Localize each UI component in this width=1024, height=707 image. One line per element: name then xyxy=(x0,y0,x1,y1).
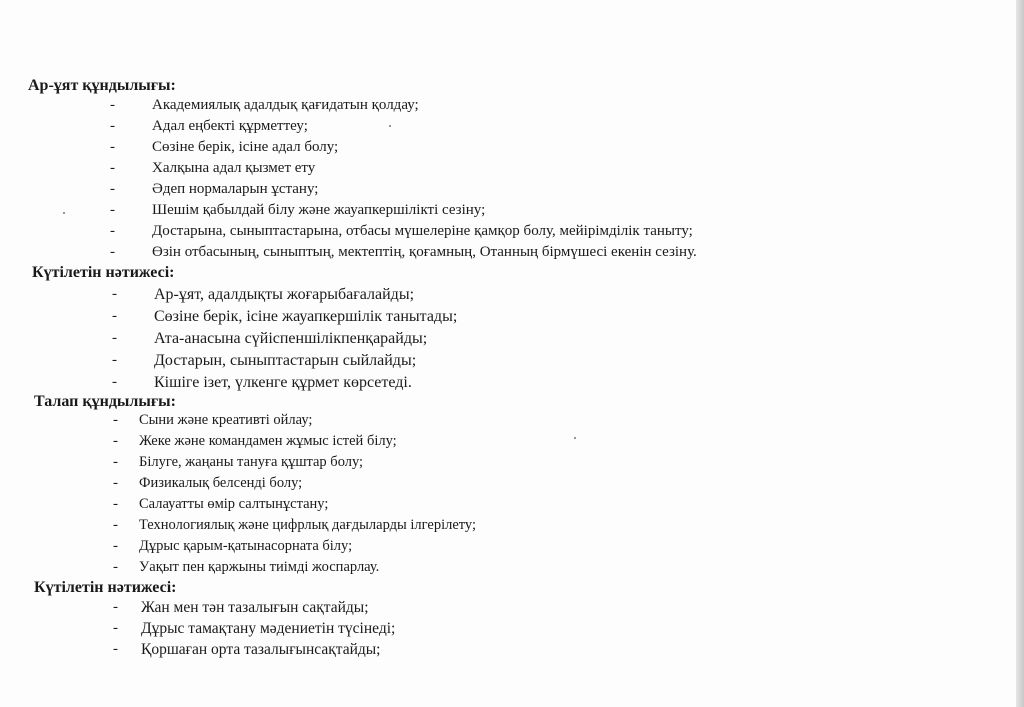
scan-speck xyxy=(63,212,65,214)
bullet-dash: - xyxy=(110,223,115,239)
bullet-dash: - xyxy=(112,352,117,368)
section-heading-ar-uyat: Ар-ұят құндылығы: xyxy=(28,77,176,94)
section-heading-expected-result-2: Күтілетін нәтижесі: xyxy=(34,579,177,596)
bullet-dash: - xyxy=(113,538,118,554)
bullet-dash: - xyxy=(110,181,115,197)
bullet-dash: - xyxy=(112,330,117,346)
bullet-dash: - xyxy=(110,244,115,260)
bullet-dash: - xyxy=(113,475,118,491)
bullet-dash: - xyxy=(113,559,118,575)
bullet-dash: - xyxy=(113,641,118,657)
bullet-dash: - xyxy=(113,433,118,449)
bullet-dash: - xyxy=(112,308,117,324)
bullet-dash: - xyxy=(112,374,117,390)
bullet-dash: - xyxy=(113,412,118,428)
bullet-dash: - xyxy=(113,454,118,470)
section-heading-expected-result-1: Күтілетін нәтижесі: xyxy=(32,264,175,281)
section-heading-talap: Талап құндылығы: xyxy=(34,393,176,410)
bullet-dash: - xyxy=(113,599,118,615)
page-edge-shadow xyxy=(1016,0,1024,707)
scan-speck xyxy=(389,125,391,127)
bullet-dash: - xyxy=(113,496,118,512)
bullet-dash: - xyxy=(113,620,118,636)
bullet-dash: - xyxy=(110,139,115,155)
bullet-dash: - xyxy=(110,202,115,218)
bullet-dash: - xyxy=(110,118,115,134)
bullet-dash: - xyxy=(110,97,115,113)
scan-speck xyxy=(574,437,576,439)
bullet-dash: - xyxy=(112,286,117,302)
bullet-dash: - xyxy=(110,160,115,176)
document-page: Ар-ұят құндылығы: - Академиялық адалдық қағидатын қолдау; - Адал еңбекті құрметтеу; - Сөзіне берік, ісіне адал болу; - Халқына адал қызмет ету - Әдеп нормаларын ұстану; - Шешім қабылдай білу және жауапкершілікті сезіну; - Достарына, сыныптастарына, отбасы мүшелеріне қамқор болу, мейірімділік таныту; - Өзін отбасының, сыныптың, мектептің, қоғамның, Отанның бірмүшесі екенін сезіну. Күтілетін нәтижесі: - Ар-ұят, адалдықты жоғарыбағалайды; - Сөзіне берік, ісіне жауапкершілік танытады; - Ата-анасына сүйіспеншілікпенқарайды; - Достарын, сыныптастарын сыйлайды; - Кішіге ізет, үлкенге құрмет көрсетеді. Талап құндылығы: - Сыни және креативті ойлау; - Жеке және командамен жұмыс істей білу; - Білуге, жаңаны тануға құштар болу; - Физикалық белсенді болу; - Салауатты өмір салтынұстану; - Технологиялық және цифрлық дағдыларды ілгерілету; - Дұрыс қарым-қатынасорната білу; - Уақыт пен қаржыны тиімді жоспарлау. Күтілетін нәтижесі: - Жан мен тән тазалығын сақтайды; - Дұрыс тамақтану мәдениетін түсінеді; - Қоршаған орта тазалығынсақтайды; xyxy=(0,0,1024,707)
bullet-dash: - xyxy=(113,517,118,533)
